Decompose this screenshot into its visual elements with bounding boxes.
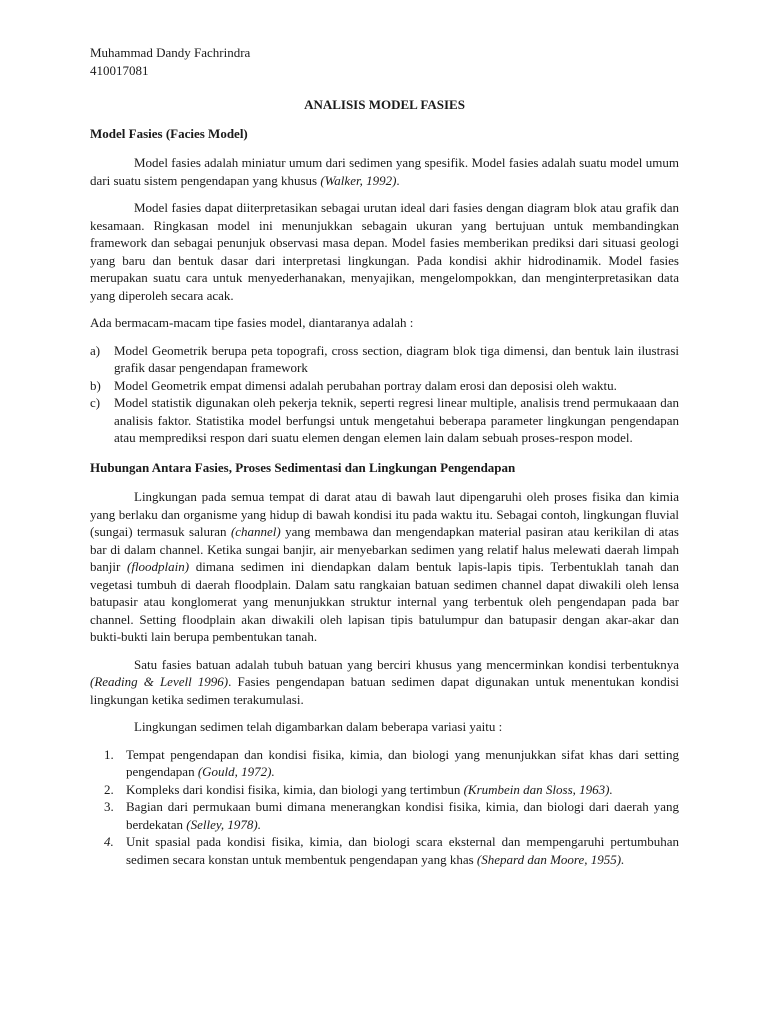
citation: (Shepard dan Moore, 1955). bbox=[476, 851, 625, 867]
section-heading-relationship: Hubungan Antara Fasies, Proses Sedimentasi dan Lingkungan Pengendapan bbox=[90, 459, 516, 475]
list-item bbox=[90, 342, 679, 377]
citation: (floodplain) bbox=[127, 559, 190, 574]
list-marker: b) bbox=[90, 377, 101, 393]
citation: (Gould, 1972). bbox=[197, 764, 275, 779]
list-item-text: Tempat pengendapan dan kondisi fisika, kimia, dan biologi yang menunjukkan sifat khas dari setting pengendapan bbox=[126, 746, 679, 779]
list-item-text: Bagian dari permukaan bumi dimana menerangkan kondisi fisika, kimia, dan biologi dari daerah yang berdekatan bbox=[126, 799, 679, 832]
list-item bbox=[90, 746, 679, 781]
paragraph-text: Lingkungan pada semua tempat di darat atau di bawah laut dipengaruhi oleh proses fisika dan kimia yang berlaku dan organisme yang hidup di bawah kondisi itu pada waktu itu. Sebagai contoh, lingkungan fluvial (sungai) termasuk saluran bbox=[90, 489, 679, 539]
list-marker: c) bbox=[90, 395, 101, 410]
list-item-text: Model Geometrik berupa peta topografi, cross section, diagram blok tiga dimensi, dan bentuk lain ilustrasi grafik dasar pengendapan framework bbox=[114, 342, 679, 375]
paragraph bbox=[90, 656, 679, 709]
paragraph-text: dimana sedimen ini diendapkan dalam bentuk lapis-lapis tipis. Terbentuklah tanah dan vegetasi tumbuh di daerah floodplain. Dalam satu rangkaian batuan sedimen channel dapat diwakili oleh lensa batupasir atau konglomerat yang menunjukkan struktur internal yang terbentuk oleh pengendapan pada bar channel. Setting floodplain akan diwakili oleh lapisan tipis batulumpur dan batupasir dengan akar-akar dan bukti-bukti lain berupa pembentukan tanah. bbox=[90, 559, 679, 644]
paragraph: Lingkungan sedimen telah digambarkan dalam beberapa variasi yaitu : bbox=[134, 719, 503, 734]
list-marker: 4. bbox=[104, 834, 114, 849]
list-marker: a) bbox=[90, 342, 101, 358]
paragraph: Ada bermacam-macam tipe fasies model, diantaranya adalah : bbox=[90, 315, 414, 330]
list-item bbox=[90, 377, 679, 395]
list-marker: 3. bbox=[104, 799, 114, 814]
paragraph-text: . Fasies pengendapan batuan sedimen dapat digunakan untuk menentukan kondisi lingkungan ketika sedimen terakumulasi. bbox=[90, 674, 679, 707]
paragraph: Model fasies dapat diiterpretasikan sebagai urutan ideal dari fasies dengan diagram blok atau grafik dan kesamaan. Ringkasan model ini menunjukkan sebagain ukuran yang bertujuan untuk membandingkan framework dan sebagai penunjuk observasi masa depan. Model fasies memberikan prediksi dari situasi geologi yang baru dan bentuk dasar dari interpretasi lingkungan. Pada kondisi akhir hidrodinamik. Model fasies merupakan suatu cara untuk menyederhanakan, menyajikan, mengelompokkan, dan menginterpretasikan data yang diperoleh secara acak. bbox=[90, 200, 679, 303]
citation: (Reading & Levell 1996) bbox=[90, 674, 229, 689]
model-type-list bbox=[90, 342, 679, 447]
student-id: 410017081 bbox=[90, 62, 149, 78]
list-item-text: Unit spasial pada kondisi fisika, kimia, dan biologi scara eksternal dan mempengaruhi pertumbuhan sedimen secara konstan untuk membentuk pengendapan yang khas bbox=[126, 834, 679, 867]
citation: (Walker, 1992) bbox=[320, 172, 397, 188]
list-marker: 2. bbox=[104, 781, 114, 797]
list-item-text: Model Geometrik empat dimensi adalah perubahan portray dalam erosi dan deposisi oleh waktu. bbox=[114, 377, 617, 393]
list-item-text: Kompleks dari kondisi fisika, kimia, dan biologi yang tertimbun bbox=[126, 781, 464, 797]
list-item bbox=[90, 781, 679, 799]
document-title: ANALISIS MODEL FASIES bbox=[304, 97, 465, 112]
paragraph bbox=[90, 154, 679, 189]
paragraph-text: . bbox=[396, 172, 400, 188]
list-marker: 1. bbox=[104, 746, 114, 762]
environment-variation-list bbox=[90, 746, 679, 869]
list-item bbox=[90, 394, 679, 447]
list-item bbox=[90, 833, 679, 868]
list-item bbox=[90, 798, 679, 833]
section-heading-facies-model: Model Fasies (Facies Model) bbox=[90, 125, 248, 141]
citation: (Krumbein dan Sloss, 1963). bbox=[463, 781, 613, 797]
paragraph-text: yang membawa dan mengendapkan material pasiran atau kerikilan di atas bar di dalam channel. Ketika sungai banjir, air menyebarkan sedimen yang relatif halus melewati daerah limpah banjir bbox=[90, 524, 679, 574]
list-item-text: Model statistik digunakan oleh pekerja teknik, seperti regresi linear multiple, analisis trend permukaaan dan analisis faktor. Statistika model berfungsi untuk mengetahui beberapa parameter lingkungan pengendapan atau memprediksi respon dari suatu elemen dengan elemen lain dalam sebuah proses-respon model. bbox=[114, 395, 679, 445]
paragraph-text: Model fasies adalah miniatur umum dari sedimen yang spesifik. Model fasies adalah suatu model umum dari suatu sistem pengendapan yang khusus bbox=[90, 155, 679, 188]
citation: (channel) bbox=[230, 524, 281, 539]
citation: (Selley, 1978). bbox=[186, 816, 262, 832]
paragraph-text: Satu fasies batuan adalah tubuh batuan yang berciri khusus yang mencerminkan kondisi terbentuknya bbox=[134, 656, 679, 672]
author-name: Muhammad Dandy Fachrindra bbox=[90, 45, 251, 60]
paragraph bbox=[90, 488, 679, 646]
